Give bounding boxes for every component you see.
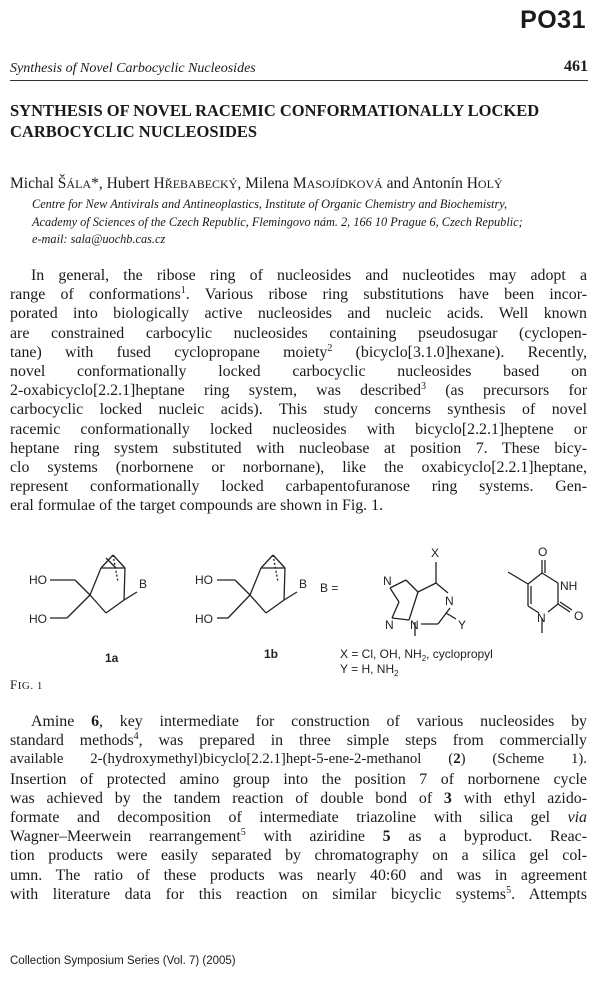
author-text: and Antonín <box>382 175 467 192</box>
author-smallcaps: ÁLA <box>66 177 92 191</box>
compound-ref: 5 <box>382 828 391 846</box>
text-run: . Various ribose ring substitutions have been incor- <box>185 286 587 304</box>
label-compound-1a: 1a <box>105 651 119 665</box>
citation-ref: 4 <box>133 731 139 743</box>
text-line <box>10 885 587 904</box>
text-run: Wagner–Meerwein rearrangement <box>10 828 241 846</box>
caption-rest: IG. 1 <box>17 680 43 692</box>
text-run: range of conformations <box>10 286 181 304</box>
citation-ref: 2 <box>327 342 333 354</box>
author-initial: M <box>292 175 307 192</box>
text-run: with literature data for this reaction on similar bicyclic systems <box>10 885 507 903</box>
author-initial: H <box>153 175 165 192</box>
text-line: clo systems (norbornene or norbornane), like the oxabicyclo[2.2.1]heptane, <box>10 458 587 476</box>
poster-code: PO31 <box>520 6 586 34</box>
text-line: Insertion of protected amino group into the position 7 of norbornene cycle <box>10 770 587 788</box>
label-b-equals: B = <box>320 581 339 595</box>
label-ho: HO <box>195 573 213 587</box>
text-run: formate and decomposition of intermediate triazoline with silica gel <box>10 808 568 826</box>
label-n: N <box>383 574 392 588</box>
author-initial: H <box>466 175 478 192</box>
text-run: , key intermediate for construction of various nucleosides by <box>99 713 587 730</box>
label-n: N <box>445 594 454 608</box>
text-line <box>10 731 587 750</box>
label-y: Y <box>458 618 467 632</box>
running-title: Synthesis of Novel Carbocyclic Nucleosides <box>10 61 256 76</box>
caption-initial: F <box>10 677 18 692</box>
author-smallcaps: ASOJÍDKOVÁ <box>306 177 383 191</box>
author-smallcaps: ŘEBABECKÝ <box>164 177 238 191</box>
text-line: are constrained carbocylic nucleosides containing pseudosugar (cyclopen- <box>10 324 587 342</box>
label-nh: NH <box>560 579 578 593</box>
label-o: O <box>538 545 548 559</box>
text-line <box>10 343 587 362</box>
body-paragraph-2 <box>10 712 587 904</box>
compound-ref: 2 <box>453 751 461 768</box>
text-run: ) (Scheme 1). <box>460 751 587 768</box>
figure-caption <box>10 677 43 693</box>
text-line: carbocyclic locked nucleic acids). This study concerns synthesis of novel <box>10 401 587 419</box>
structure-1b <box>217 555 297 618</box>
label-n: N <box>537 611 546 625</box>
text-run: Amine <box>31 713 92 730</box>
text-line: eral formulae of the target compounds are shown in Fig. 1. <box>10 497 384 515</box>
text-run: standard methods <box>10 732 134 750</box>
text-line: tion products were easily separated by chromatography on a silica gel col- <box>10 847 587 865</box>
journal-footer: Collection Symposium Series (Vol. 7) (2005) <box>10 955 236 967</box>
text-line <box>10 808 587 827</box>
text-run-italic: via <box>567 808 587 826</box>
text-line: heptane ring system substituted with nucleobase at position 7. These bicy- <box>10 439 587 457</box>
text-run: (as precursors for <box>426 382 587 400</box>
article-title <box>10 100 586 142</box>
text-line <box>10 827 587 846</box>
text-run: as a byproduct. Reac- <box>390 828 587 846</box>
citation-ref: 3 <box>421 381 427 393</box>
text-run: available 2-(hydroxymethyl)bicyclo[2.2.1]hept-5-ene-2-methanol ( <box>10 751 454 768</box>
running-header <box>10 56 588 81</box>
affiliation <box>32 196 586 249</box>
legend-x: X = Cl, OH, $NH_2$, cyclopropyl <box>340 647 493 663</box>
text-run: . Attempts <box>511 885 587 903</box>
label-o: O <box>574 609 584 623</box>
legend-y: Y = H, $NH_2$ <box>340 662 399 678</box>
citation-ref: 5 <box>506 884 512 896</box>
compound-ref: 3 <box>443 789 452 807</box>
text-run: with ethyl azido- <box>451 789 587 807</box>
author-text: Michal <box>10 175 58 192</box>
text-run: with aziridine <box>245 828 383 846</box>
text-line <box>10 712 587 731</box>
label-compound-1b: 1b <box>264 647 279 661</box>
text-run: , was prepared in three simple steps from commercially <box>138 732 587 750</box>
label-ho: HO <box>29 612 47 626</box>
text-line: umn. The ratio of these products was nearly 40:60 and was in agreement <box>10 866 587 884</box>
title-line: CARBOCYCLIC NUCLEOSIDES <box>10 122 258 141</box>
compound-ref: 6 <box>91 713 100 730</box>
structure-1a <box>50 555 137 618</box>
text-line: In general, the ribose ring of nucleosides and nucleotides may adopt a <box>31 267 587 284</box>
text-run: (bicyclo[3.1.0]hexane). Recently, <box>332 343 587 361</box>
citation-ref: 5 <box>240 827 246 839</box>
text-run: was achieved by the tandem reaction of double bond of <box>10 789 444 807</box>
label-n: N <box>385 618 394 632</box>
label-b: B <box>139 577 148 591</box>
label-b: B <box>299 577 308 591</box>
text-line <box>10 750 587 769</box>
citation-ref: 1 <box>180 285 186 297</box>
body-paragraph-1 <box>10 266 587 515</box>
text-line: represent conformationally locked carbapentofuranose ring systems. Gen- <box>10 478 587 496</box>
text-line: porated into biologically active nucleosides and nucleic acids. Well known <box>10 305 587 323</box>
text-line <box>10 381 587 400</box>
label-ho: HO <box>29 573 47 587</box>
author-text: , Hubert <box>98 175 154 192</box>
affiliation-line: Centre for New Antivirals and Antineoplastics, Institute of Organic Chemistry and Biochemistry, <box>32 197 508 211</box>
text-line <box>10 285 587 304</box>
affiliation-line: Academy of Sciences of the Czech Republic, Flemingovo nám. 2, 166 10 Prague 6, Czech Republic; <box>32 214 523 229</box>
label-n: N <box>410 618 419 632</box>
title-line: SYNTHESIS OF NOVEL RACEMIC CONFORMATIONALLY LOCKED <box>10 101 540 120</box>
text-line: racemic conformationally locked nucleosides with bicyclo[2.2.1]heptene or <box>10 420 587 438</box>
label-x: X <box>431 546 440 560</box>
label-ho: HO <box>195 612 213 626</box>
author-smallcaps: OLÝ <box>477 177 503 191</box>
corresponding-mark: * <box>91 175 99 192</box>
text-run: tane) with fused cyclopropane moiety <box>10 343 328 361</box>
page-number: 461 <box>564 58 588 75</box>
text-run: 2-oxabicyclo[2.2.1]heptane ring system, was described <box>10 382 422 400</box>
affiliation-email: e-mail: sala@uochb.cas.cz <box>32 232 166 246</box>
author-text: , Milena <box>237 175 293 192</box>
text-line: novel conformationally locked carbocyclic nucleosides based on <box>10 362 587 380</box>
author-list <box>10 175 586 193</box>
author-initial: Š <box>57 175 67 192</box>
figure-1-structures <box>10 540 587 700</box>
text-line <box>10 789 587 808</box>
